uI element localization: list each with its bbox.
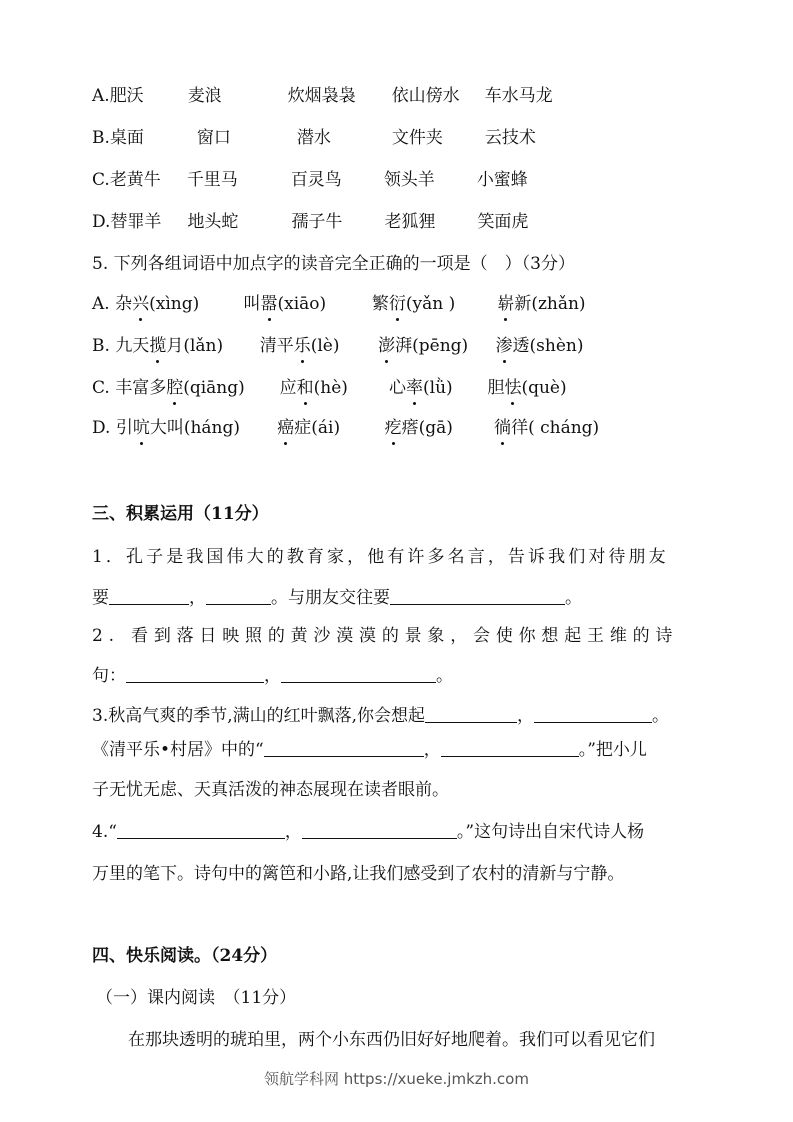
word: 桌面 bbox=[109, 128, 144, 148]
dotted-char: 澎 bbox=[378, 336, 396, 356]
word: 窗口 bbox=[196, 128, 231, 148]
pinyin-item bbox=[116, 416, 272, 440]
text: ， bbox=[517, 706, 535, 726]
char: 丰富多 bbox=[115, 378, 167, 398]
pinyin-item bbox=[277, 416, 379, 440]
s3-q1-line2 bbox=[92, 586, 582, 610]
s3-q3-line3: 子无忧无虑、天真活泼的神态展现在读者眼前。 bbox=[92, 780, 449, 800]
pinyin: (qiāng) bbox=[183, 378, 245, 398]
footer-watermark: 领航学科网 https://xueke.jmkzh.com bbox=[264, 1070, 529, 1088]
option-letter: A. bbox=[92, 86, 110, 106]
word: 麦浪 bbox=[187, 86, 222, 106]
pinyin: (gā) bbox=[418, 418, 453, 438]
pinyin: (háng) bbox=[183, 418, 241, 438]
word: 孺子牛 bbox=[291, 212, 343, 232]
dotted-char: 渗 bbox=[495, 336, 513, 356]
pinyin-item bbox=[244, 292, 367, 316]
word: 替罪羊 bbox=[110, 212, 162, 232]
pinyin-item bbox=[115, 376, 274, 400]
char: 徉 bbox=[511, 418, 529, 438]
text: ， bbox=[284, 822, 302, 842]
pinyin-item bbox=[389, 376, 482, 400]
dotted-char: 徜 bbox=[494, 418, 512, 438]
pinyin-item bbox=[115, 292, 238, 316]
dotted-char: 衍 bbox=[388, 294, 406, 314]
s3-q2-line2 bbox=[92, 664, 453, 688]
q5-option-b bbox=[92, 334, 583, 358]
char: 清平 bbox=[259, 336, 294, 356]
q5-option-c bbox=[92, 376, 567, 400]
word: 千里马 bbox=[186, 170, 238, 190]
s3-q4-line1 bbox=[92, 820, 644, 844]
answer-blank[interactable] bbox=[117, 820, 285, 839]
char: 瘩 bbox=[401, 418, 419, 438]
word: 车水马龙 bbox=[484, 86, 553, 106]
text: 。”把小儿 bbox=[578, 740, 647, 760]
pinyin: (pēng) bbox=[412, 336, 469, 356]
pinyin: (xìng) bbox=[149, 294, 200, 314]
dotted-char: 癌 bbox=[277, 418, 295, 438]
dotted-char: 兴 bbox=[132, 294, 150, 314]
option-letter: C. bbox=[92, 170, 110, 190]
s3-q3-line2 bbox=[92, 738, 647, 762]
pinyin-item bbox=[378, 334, 490, 358]
dotted-char: 吭 bbox=[132, 418, 150, 438]
word: 领头羊 bbox=[383, 170, 435, 190]
dotted-char: 揽 bbox=[149, 336, 167, 356]
pinyin-item bbox=[497, 292, 585, 316]
word: 炊烟袅袅 bbox=[287, 86, 356, 106]
option-b bbox=[92, 126, 536, 150]
word: 云技术 bbox=[484, 128, 536, 148]
text: 。 bbox=[565, 588, 582, 608]
char: 月 bbox=[166, 336, 184, 356]
word: 笑面虎 bbox=[477, 212, 529, 232]
section-4-subheading: （一）课内阅读 （11分） bbox=[96, 988, 297, 1008]
pinyin: ( cháng) bbox=[528, 418, 600, 438]
section-4-heading: 四、快乐阅读。（24分） bbox=[92, 946, 278, 966]
option-d bbox=[92, 210, 528, 234]
char: 胆 bbox=[487, 378, 505, 398]
char: 应 bbox=[279, 378, 297, 398]
pinyin: (xiāo) bbox=[277, 294, 327, 314]
char: 叫 bbox=[243, 294, 261, 314]
char: 繁 bbox=[371, 294, 389, 314]
q5-option-d bbox=[92, 416, 599, 440]
word: 百灵鸟 bbox=[290, 170, 342, 190]
pinyin-item bbox=[372, 292, 492, 316]
option-letter: B. bbox=[92, 128, 110, 148]
s3-q3-line1 bbox=[92, 704, 669, 728]
answer-blank[interactable] bbox=[109, 586, 189, 605]
word: 肥沃 bbox=[109, 86, 144, 106]
text: 。与朋友交往要 bbox=[271, 588, 390, 608]
answer-blank[interactable] bbox=[534, 704, 652, 723]
section-3-heading: 三、积累运用（11分） bbox=[92, 504, 269, 524]
char: 九天 bbox=[115, 336, 150, 356]
s3-q2-line1: 2. 看到落日映照的黄沙漠漠的景象，会使你想起王维的诗 bbox=[92, 626, 679, 646]
text: ， bbox=[264, 666, 281, 686]
char: 湃 bbox=[395, 336, 413, 356]
char: 大叫 bbox=[149, 418, 184, 438]
option-letter: D. bbox=[92, 212, 111, 232]
answer-blank[interactable] bbox=[441, 738, 579, 757]
dotted-char: 怯 bbox=[504, 378, 522, 398]
word: 依山傍水 bbox=[391, 86, 460, 106]
pinyin-item bbox=[280, 376, 384, 400]
s3-q1-line1: 1．孔子是我国伟大的教育家，他有许多名言，告诉我们对待朋友 bbox=[92, 547, 669, 567]
pinyin: (zhǎn) bbox=[531, 294, 586, 314]
dotted-char: 和 bbox=[296, 378, 314, 398]
option-letter: B. bbox=[92, 336, 110, 356]
option-letter: A. bbox=[92, 294, 110, 314]
option-letter: C. bbox=[92, 378, 110, 398]
pinyin: (shèn) bbox=[529, 336, 584, 356]
answer-blank[interactable] bbox=[264, 738, 424, 757]
pinyin: (lǎn) bbox=[183, 336, 224, 356]
q5-option-a bbox=[92, 292, 586, 316]
word: 小蜜蜂 bbox=[476, 170, 528, 190]
answer-blank[interactable] bbox=[425, 704, 517, 723]
word: 老黄牛 bbox=[109, 170, 161, 190]
dotted-char: 率 bbox=[406, 378, 424, 398]
answer-blank[interactable] bbox=[390, 586, 565, 605]
answer-blank[interactable] bbox=[281, 664, 436, 683]
option-c bbox=[92, 168, 528, 192]
dotted-char: 乐 bbox=[293, 336, 311, 356]
s3-q4-line2: 万里的笔下。诗句中的篱笆和小路,让我们感受到了农村的清新与宁静。 bbox=[92, 864, 625, 884]
option-letter: D. bbox=[92, 418, 111, 438]
dotted-char: 崭 bbox=[497, 294, 515, 314]
word: 老狐狸 bbox=[384, 212, 436, 232]
word: 潜水 bbox=[296, 128, 331, 148]
pinyin-item bbox=[496, 334, 584, 358]
word: 文件夹 bbox=[391, 128, 443, 148]
text: 3.秋高气爽的季节,满山的红叶飘落,你会想起 bbox=[92, 706, 426, 726]
text: 。”这句诗出自宋代诗人杨 bbox=[456, 822, 645, 842]
pinyin-item bbox=[115, 334, 254, 358]
text: 。 bbox=[436, 666, 453, 686]
text: 《清平乐•村居》中的“ bbox=[92, 740, 264, 760]
pinyin: (hè) bbox=[313, 378, 348, 398]
pinyin-item bbox=[260, 334, 373, 358]
option-a bbox=[92, 84, 553, 108]
char: 心 bbox=[389, 378, 407, 398]
char: 透 bbox=[512, 336, 530, 356]
char: 症 bbox=[294, 418, 312, 438]
pinyin: (lǜ) bbox=[423, 378, 453, 398]
pinyin: (yǎn ) bbox=[405, 294, 456, 314]
pinyin: (lè) bbox=[310, 336, 340, 356]
answer-blank[interactable] bbox=[126, 664, 264, 683]
dotted-char: 腔 bbox=[166, 378, 184, 398]
text: 要 bbox=[92, 588, 109, 608]
dotted-char: 疙 bbox=[384, 418, 402, 438]
question-5: 5. 下列各组词语中加点字的读音完全正确的一项是（ ）（3分） bbox=[92, 254, 575, 274]
pinyin: (ái) bbox=[311, 418, 341, 438]
pinyin-item bbox=[487, 376, 566, 400]
dotted-char: 嚣 bbox=[260, 294, 278, 314]
answer-blank[interactable] bbox=[206, 586, 271, 605]
answer-blank[interactable] bbox=[302, 820, 457, 839]
char: 杂 bbox=[115, 294, 133, 314]
text: 。 bbox=[652, 706, 670, 726]
pinyin-item bbox=[494, 416, 599, 440]
char: 引 bbox=[115, 418, 133, 438]
text: 句： bbox=[92, 666, 126, 686]
pinyin-item bbox=[385, 416, 489, 440]
char: 新 bbox=[514, 294, 532, 314]
text: ， bbox=[189, 588, 206, 608]
pinyin: (què) bbox=[521, 378, 567, 398]
text: ， bbox=[423, 740, 441, 760]
reading-paragraph: 在那块透明的琥珀里，两个小东西仍旧好好地爬着。我们可以看见它们 bbox=[128, 1030, 655, 1050]
word: 地头蛇 bbox=[187, 212, 239, 232]
text: 4.“ bbox=[92, 822, 117, 842]
